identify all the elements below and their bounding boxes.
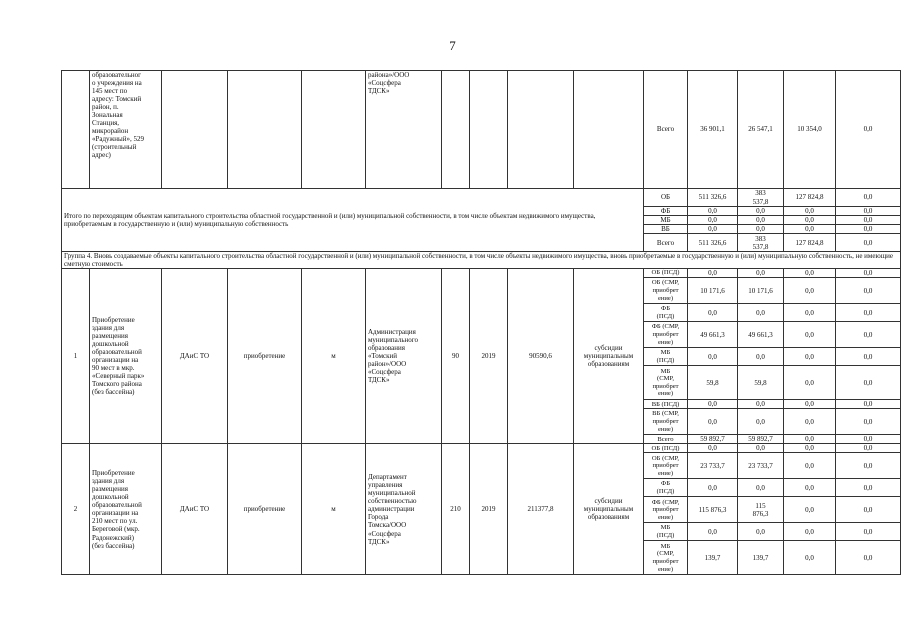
y2020-cell: 0,0 [784,409,836,435]
y2019-cell: 0,0 [738,444,784,453]
source-cell: ОБ (СМР, приобрет ение) [644,278,688,304]
total-cell: 511 326,6 [688,189,738,207]
y2019-cell: 0,0 [738,400,784,409]
form-cell: субсидии муниципальным образованиям [574,444,644,575]
y2021-cell: 0,0 [836,322,901,348]
source-cell: МБ (ПСД) [644,348,688,366]
y2019-cell: 59,8 [738,366,784,400]
source-cell: ФБ (ПСД) [644,304,688,322]
y2021-cell: 0,0 [836,366,901,400]
table-row [62,189,901,207]
total-cell: 10 171,6 [688,278,738,304]
total-cell: 0,0 [688,216,738,225]
year-cell: 2019 [470,269,508,444]
y2019-cell: 0,0 [738,216,784,225]
y2019-cell: 0,0 [738,479,784,497]
y2019-cell: 115 876,3 [738,497,784,523]
total-cell: 0,0 [688,207,738,216]
y2019-cell: 23 733,7 [738,453,784,479]
source-cell: ФБ (ПСД) [644,479,688,497]
y2021-cell: 0,0 [836,479,901,497]
y2019-cell: 0,0 [738,409,784,435]
year-cell: 2019 [470,444,508,575]
y2019-cell: 26 547,1 [738,71,784,189]
total-cell: 0,0 [688,348,738,366]
agency-cell: ДАиС ТО [162,444,228,575]
source-cell: Всего [644,435,688,444]
source-cell: ВБ [644,225,688,234]
source-cell: Всего [644,71,688,189]
total-cell: 115 876,3 [688,497,738,523]
unit-cell [302,71,366,189]
y2020-cell: 0,0 [784,207,836,216]
y2019-cell: 0,0 [738,207,784,216]
total-cell: 0,0 [688,523,738,541]
y2020-cell: 0,0 [784,348,836,366]
y2021-cell: 0,0 [836,453,901,479]
table-row [62,71,901,189]
y2021-cell: 0,0 [836,409,901,435]
y2021-cell: 0,0 [836,207,901,216]
source-cell: ВБ (СМР, приобрет ение) [644,409,688,435]
y2020-cell: 0,0 [784,304,836,322]
customer-cell: района»/ООО «Соцсфера ТДСК» [366,71,442,189]
y2019-cell: 0,0 [738,269,784,278]
table-row [62,444,901,453]
y2019-cell: 10 171,6 [738,278,784,304]
total-cell: 59 892,7 [688,435,738,444]
object-name: образовательног о учреждения на 145 мест по адресу: Томский район, п. Зональная Станция, микрорайон «Радужный», 529 (строительный адрес) [90,71,162,189]
y2021-cell: 0,0 [836,497,901,523]
y2020-cell: 0,0 [784,523,836,541]
source-cell: ФБ [644,207,688,216]
y2020-cell: 0,0 [784,278,836,304]
y2019-cell: 383 537,8 [738,234,784,252]
total-cell: 0,0 [688,479,738,497]
y2020-cell: 0,0 [784,444,836,453]
investment-table [61,70,901,575]
y2021-cell: 0,0 [836,541,901,575]
y2020-cell: 127 824,8 [784,189,836,207]
method-cell [228,71,302,189]
group-title: Группа 4. Вновь создаваемые объекты капитального строительства областной государственной и (или) муниципальной собственности, в том числе объекты недвижимого имущества, вновь приобретаемые в государственную и (или) муниципальную собственность, не имеющие сметную стоимость [62,252,901,269]
y2020-cell: 0,0 [784,435,836,444]
y2019-cell: 0,0 [738,225,784,234]
capacity-cell: 210 [442,444,470,575]
total-cell: 59,8 [688,366,738,400]
method-cell: приобретение [228,444,302,575]
cost-cell: 90590,6 [508,269,574,444]
source-cell: Всего [644,234,688,252]
y2021-cell: 0,0 [836,234,901,252]
total-cell: 23 733,7 [688,453,738,479]
y2021-cell: 0,0 [836,400,901,409]
table-row [62,269,901,278]
capacity-cell: 90 [442,269,470,444]
y2020-cell: 0,0 [784,479,836,497]
y2019-cell: 383 537,8 [738,189,784,207]
cost-cell: 211377,8 [508,444,574,575]
source-cell: ОБ (ПСД) [644,269,688,278]
y2021-cell: 0,0 [836,435,901,444]
y2020-cell: 0,0 [784,497,836,523]
y2021-cell: 0,0 [836,278,901,304]
y2020-cell: 127 824,8 [784,234,836,252]
source-cell: МБ (ПСД) [644,523,688,541]
y2019-cell: 0,0 [738,523,784,541]
total-cell: 0,0 [688,269,738,278]
y2019-cell: 49 661,3 [738,322,784,348]
y2020-cell: 0,0 [784,322,836,348]
year-cell [470,71,508,189]
y2020-cell: 0,0 [784,400,836,409]
table-row [62,252,901,269]
source-cell: ФБ (СМР, приобрет ение) [644,497,688,523]
source-cell: МБ (СМР, приобрет ение) [644,541,688,575]
y2020-cell: 0,0 [784,225,836,234]
y2021-cell: 0,0 [836,523,901,541]
y2020-cell: 0,0 [784,453,836,479]
object-number: 1 [62,269,90,444]
customer-cell: Администрация муниципального образования «Томский район»/ООО «Соцсфера ТДСК» [366,269,442,444]
source-cell: МБ [644,216,688,225]
object-number: 2 [62,444,90,575]
y2019-cell: 0,0 [738,304,784,322]
totals-label: Итого по переходящим объектам капитального строительства областной государственной и (или) муниципальной собственности, в том числе объектам недвижимого имущества, приобретаемым в государственную и (или) муниципальную собственность [62,189,644,252]
total-cell: 0,0 [688,400,738,409]
total-cell: 0,0 [688,444,738,453]
form-cell [574,71,644,189]
y2019-cell: 59 892,7 [738,435,784,444]
y2021-cell: 0,0 [836,444,901,453]
y2021-cell: 0,0 [836,71,901,189]
total-cell: 49 661,3 [688,322,738,348]
customer-cell: Департамент управления муниципальной собственностью администрации Города Томска/ООО «Соцсфера ТДСК» [366,444,442,575]
unit-cell: м [302,269,366,444]
source-cell: ОБ (СМР, приобрет ение) [644,453,688,479]
total-cell: 511 326,6 [688,234,738,252]
y2021-cell: 0,0 [836,348,901,366]
y2020-cell: 0,0 [784,216,836,225]
num-cell [62,71,90,189]
total-cell: 139,7 [688,541,738,575]
total-cell: 36 901,1 [688,71,738,189]
y2021-cell: 0,0 [836,216,901,225]
total-cell: 0,0 [688,225,738,234]
form-cell: субсидии муниципальным образованиям [574,269,644,444]
source-cell: МБ (СМР, приобрет ение) [644,366,688,400]
y2021-cell: 0,0 [836,189,901,207]
object-name: Приобретение здания для размещения дошкольной образовательной организации на 90 мест в мкр. «Северный парк» Томского района (без бассейна) [90,269,162,444]
total-cell: 0,0 [688,409,738,435]
y2020-cell: 10 354,0 [784,71,836,189]
unit-cell: м [302,444,366,575]
total-cell: 0,0 [688,304,738,322]
method-cell: приобретение [228,269,302,444]
y2020-cell: 0,0 [784,366,836,400]
y2020-cell: 0,0 [784,541,836,575]
y2019-cell: 0,0 [738,348,784,366]
object-name: Приобретение здания для размещения дошкольной образовательной организации на 210 мест по ул. Береговой (мкр. Радонежский) (без бассейна) [90,444,162,575]
page-number: 7 [449,38,456,53]
source-cell: ОБ [644,189,688,207]
agency-cell [162,71,228,189]
y2021-cell: 0,0 [836,269,901,278]
agency-cell: ДАиС ТО [162,269,228,444]
source-cell: ФБ (СМР, приобрет ение) [644,322,688,348]
source-cell: ВБ (ПСД) [644,400,688,409]
capacity-cell [442,71,470,189]
y2021-cell: 0,0 [836,225,901,234]
y2019-cell: 139,7 [738,541,784,575]
y2021-cell: 0,0 [836,304,901,322]
source-cell: ОБ (ПСД) [644,444,688,453]
y2020-cell: 0,0 [784,269,836,278]
cost-cell [508,71,574,189]
